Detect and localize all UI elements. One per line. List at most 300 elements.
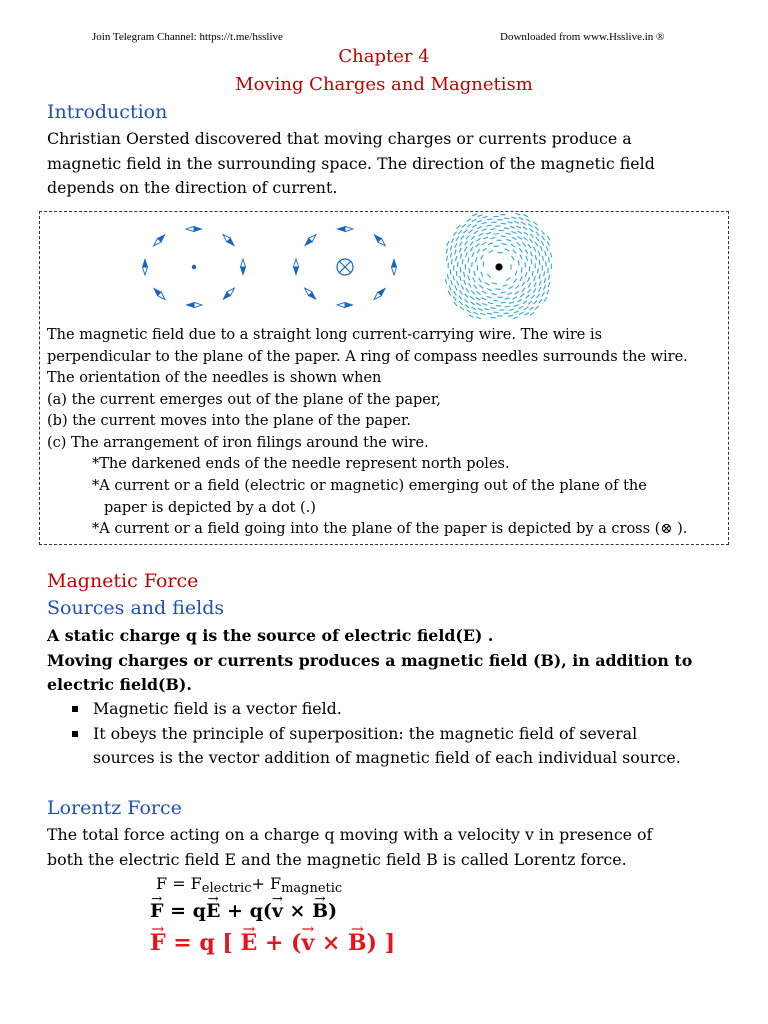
iron-filing [509,302,514,304]
iron-filing [460,306,464,309]
note-dot-line2: paper is depicted by a dot (.) [104,500,316,516]
compass-needle-north [142,259,147,267]
iron-filing [448,291,450,296]
iron-filing [533,222,537,225]
caption-line: (b) the current moves into the plane of the paper. [47,413,411,430]
iron-filing [534,282,536,287]
iron-filing [474,285,477,289]
intro-line: magnetic field in the surrounding space. The direction of the magnetic field [47,153,655,173]
iron-filing [547,236,550,240]
iron-filing [449,285,451,290]
iron-filing [524,313,528,316]
iron-filing [447,256,448,261]
iron-filing [487,289,492,291]
iron-filing [473,278,475,283]
iron-filing [519,306,524,308]
iron-filing [455,250,457,255]
iron-filing [538,287,541,292]
iron-filing [514,304,519,306]
iron-filing [490,308,495,309]
iron-filing [542,236,545,240]
iron-filing [506,233,511,234]
iron-filing [529,229,533,232]
iron-filing [457,225,461,229]
iron-filing [526,256,528,261]
iron-filing [461,285,464,290]
iron-filing [476,243,480,247]
iron-filing [486,225,491,226]
iron-filing [539,260,540,265]
compass-needle-north [345,302,353,307]
iron-filing [482,216,487,217]
iron-filing [490,238,495,239]
iron-filing [526,295,530,299]
iron-filing [465,294,468,298]
iron-filing [528,289,531,293]
iron-filing [524,307,528,310]
iron-filing [482,242,486,245]
iron-filing [537,294,540,298]
iron-filing [542,256,543,261]
iron-filing [512,256,515,260]
iron-filing [539,299,542,303]
iron-filing [532,271,533,276]
iron-filing [483,262,484,267]
iron-filing [460,254,461,259]
iron-filing [528,283,531,287]
iron-filing [489,250,494,252]
iron-filing [519,248,522,252]
iron-filing [471,307,475,310]
iron-filing [479,233,484,236]
iron-filing [476,238,480,241]
eq1-lhs: F = F [156,874,202,893]
iron-filing [538,268,539,273]
iron-filing [534,300,538,304]
iron-filing [479,278,482,282]
iron-filing [477,215,482,217]
iron-filing [528,301,532,304]
iron-filing [511,244,515,247]
current-out-dot [192,265,196,269]
header-source: Downloaded from www.Hsslive.in ® [500,31,665,43]
iron-filing [545,251,546,256]
lorentz-line: The total force acting on a charge q moving with a velocity v in presence of [47,825,653,844]
header-telegram: Join Telegram Channel: https://t.me/hsslive [92,31,283,43]
iron-filing [463,230,467,234]
iron-filing [523,214,528,216]
iron-filing [518,236,522,239]
caption-line: The orientation of the needles is shown when [47,370,382,387]
iron-filing [515,291,519,294]
iron-filing [524,237,528,241]
iron-filing [487,296,492,298]
iron-filing [518,260,519,265]
iron-filing [519,217,524,219]
iron-filing [501,302,506,303]
iron-filing [544,285,546,290]
iron-filing [483,248,487,251]
caption-line: (c) The arrangement of iron filings around the wire. [47,434,429,451]
iron-filing [487,219,492,220]
iron-filing [462,259,463,264]
iron-filing [513,317,518,319]
iron-filing [521,222,526,225]
iron-filing [523,301,527,304]
iron-filing [479,285,483,289]
iron-filing [542,292,545,296]
iron-filing [477,226,482,228]
note-north-poles: *The darkened ends of the needle represent north poles. [92,456,510,472]
iron-filing [451,280,453,285]
sources-fields-heading: Sources and fields [47,597,225,619]
compass-needle-north [186,302,194,307]
iron-filing [520,294,524,297]
iron-filing [452,259,453,264]
compass-needle-south [345,226,353,231]
iron-filing [464,299,468,303]
iron-filing [456,256,457,261]
iron-filing [467,310,471,313]
iron-filing [530,312,534,315]
iron-filing [512,237,517,239]
iron-filing [482,229,487,231]
iron-filing [507,293,512,295]
iron-filing [446,249,448,254]
iron-filing [468,275,470,280]
compass-figure [40,212,728,332]
iron-filing [544,271,545,276]
iron-filing [445,279,446,284]
note-dot-line1: *A current or a field (electric or magnetic) emerging out of the plane of the [92,478,647,494]
bold-line: electric field(B). [47,675,192,694]
intro-line: Christian Oersted discovered that moving charges or currents produce a [47,129,632,148]
iron-filing [529,307,533,310]
iron-filing [533,247,535,252]
iron-filing [548,282,550,287]
iron-filing [535,242,538,246]
compass-needle-south [142,267,147,275]
iron-filing [465,241,468,245]
iron-filing [522,282,525,286]
iron-filing [509,286,514,289]
compass-needle-north [391,259,396,267]
iron-filing [540,246,542,251]
iron-filing [456,271,457,276]
iron-filing [470,296,474,299]
iron-filing [477,291,481,294]
iron-filing [458,230,461,234]
iron-filing [519,312,524,314]
iron-filing [465,252,467,257]
iron-filing [451,239,454,244]
iron-filing [513,250,517,254]
iron-filing [530,239,533,243]
iron-filing [525,272,526,277]
lorentz-heading: Lorentz Force [47,797,182,819]
iron-filing [490,229,495,230]
iron-filing [518,299,522,302]
iron-filing [530,234,534,238]
iron-filing [464,247,466,252]
iron-filing [481,255,484,259]
iron-filing [466,219,470,222]
iron-filing [460,276,461,281]
iron-filing [531,295,534,299]
iron-filing [522,288,526,292]
iron-filing [521,267,522,272]
iron-filing [464,280,466,285]
magnetic-field-bullets [72,697,702,771]
iron-filing [525,249,528,254]
eq1-plus: + F [251,874,282,893]
lorentz-line: both the electric field E and the magnetic field B is called Lorentz force. [47,849,627,869]
iron-filing [457,281,459,286]
eq1-sub-electric: electric [201,881,252,896]
iron-filing [485,282,489,285]
iron-filing [505,306,510,307]
iron-filing [523,227,527,230]
iron-filing [487,274,491,278]
iron-filing [455,243,457,248]
iron-filing [464,272,465,277]
iron-filing [514,279,517,283]
caption-line: perpendicular to the plane of the paper. A ring of compass needles surrounds the wire. [47,348,688,365]
iron-filing [536,237,539,241]
iron-filing [514,311,519,313]
iron-filing [486,232,491,234]
introduction-paragraph [47,127,727,201]
caption-line: (a) the current emerges out of the plane of the paper, [47,391,441,408]
iron-filing [493,301,498,302]
compass-needle-south [186,226,194,231]
iron-filing [511,231,516,233]
iron-filing [544,278,545,283]
caption-line: The magnetic field due to a straight long current-carrying wire. The wire is [47,327,603,343]
iron-filing [502,244,507,245]
iron-filing [482,222,487,224]
iron-filing [539,274,540,279]
iron-filing [531,252,533,257]
iron-filing [450,270,451,275]
compass-needle-south [194,302,202,307]
iron-filing [506,239,511,241]
iron-filing [524,232,528,235]
iron-filing [501,223,506,224]
iron-filing [480,313,485,315]
iron-filing [483,237,488,239]
iron-filing [450,246,452,251]
chapter-title: Moving Charges and Magnetism [235,74,533,95]
iron-filing [535,306,539,310]
iron-filing [515,285,519,288]
iron-filing [541,231,544,235]
iron-filing [516,226,521,228]
iron-filing [476,317,481,319]
iron-filing [470,302,474,305]
iron-filing [476,303,481,305]
iron-filing [447,274,448,279]
iron-filing [504,228,509,229]
iron-filing [450,252,451,257]
iron-filing [473,312,478,314]
iron-filing [511,217,516,218]
iron-filing [517,242,521,245]
iron-filing [466,288,469,292]
iron-filing [508,315,513,316]
iron-filing [505,249,510,251]
iron-filing [546,246,548,251]
compass-needle-south [391,267,396,275]
iron-filing [531,259,532,264]
iron-filing [482,291,486,294]
iron-filing [462,224,466,227]
iron-filing [549,275,550,280]
iron-filing [475,257,477,262]
iron-filing [468,283,471,287]
iron-filing [477,249,480,253]
introduction-heading: Introduction [47,101,168,123]
iron-filing [471,291,475,295]
iron-filing [481,298,486,300]
iron-filing [487,313,492,314]
iron-filing [472,252,474,257]
iron-filing [477,220,482,222]
iron-filing [526,219,530,222]
iron-filing [468,257,469,262]
iron-filing [488,303,493,304]
iron-filing [528,277,530,282]
iron-filing [506,277,510,280]
iron-filing [476,297,480,300]
iron-filing [515,213,520,215]
iron-filing [469,315,474,318]
iron-filing [478,308,483,310]
iron-filing [518,231,522,234]
lorentz-paragraph [47,823,727,872]
iron-filing [453,232,456,236]
iron-filing [522,243,525,247]
iron-filing [547,241,549,246]
iron-filing [520,276,522,281]
iron-filing [533,288,536,292]
iron-filing [535,255,536,260]
iron-filing [507,222,512,223]
iron-filing [492,283,497,284]
iron-filing [528,244,531,248]
iron-filing [472,225,476,228]
iron-filing [501,236,506,237]
iron-filing [481,272,483,277]
chapter-number: Chapter 4 [338,46,430,67]
iron-filing [551,252,552,257]
iron-filing [474,231,478,234]
sources-bold-text [47,624,727,698]
iron-filing [494,246,499,247]
iron-filing [484,309,489,310]
iron-filing [528,224,532,227]
iron-filing [472,214,477,216]
iron-filing [459,248,461,253]
figure-box [39,211,729,545]
compass-needle-north [293,267,298,275]
iron-filing [520,254,522,259]
iron-filing [472,219,477,221]
iron-filing [536,232,539,236]
iron-filing [461,236,464,240]
iron-filing [535,227,539,231]
iron-filing [471,236,475,239]
iron-filing [453,296,456,300]
iron-filing [474,271,475,276]
iron-filing [509,309,514,310]
iron-filing [482,303,487,305]
iron-filing [502,285,507,287]
iron-filing [539,281,541,286]
compass-needle-south [293,259,298,267]
compass-needle-south [240,259,245,267]
iron-filing [501,292,506,293]
iron-filing [468,230,472,233]
iron-filing [504,218,509,219]
iron-filing [447,241,449,246]
iron-filing [491,294,496,295]
iron-filing [544,297,547,301]
iron-filing [547,290,549,295]
iron-filing [534,276,536,281]
compass-needle-south [337,302,345,307]
compass-needle-north [194,226,202,231]
iron-filing [514,221,519,223]
iron-filing [459,296,462,300]
iron-filing [512,297,517,299]
iron-filing [469,268,470,273]
bold-line: Moving charges or currents produces a magnetic field (B), in addition to [47,650,693,670]
iron-filing [454,291,457,295]
iron-filing [459,242,462,246]
iron-filing [470,247,473,251]
iron-filing [538,251,540,256]
equation-lorentz-vector: → F = q→ E + q(→ v × → B) [150,900,337,922]
bullet-item: It obeys the principle of superposition: the magnetic field of several sources is the vector addition of magnetic field of each individual source. [72,722,702,771]
iron-filing [465,305,469,308]
iron-filing [456,237,459,241]
iron-filing [515,271,517,276]
iron-filing [548,257,549,262]
iron-filing [510,226,515,228]
bold-line: A static charge q is the source of electric field(E) . [47,626,494,645]
iron-filing [470,242,473,246]
iron-filing [454,302,457,306]
iron-filing [459,301,463,305]
eq1-sub-magnetic: magnetic [281,881,343,896]
compass-needle-north [337,226,345,231]
iron-filing [490,317,495,318]
wire-dot [495,263,502,270]
iron-filing [492,222,497,223]
iron-filing [459,290,462,294]
iron-filing [505,298,510,299]
magnetic-force-heading: Magnetic Force [47,570,199,592]
iron-filing [503,313,508,314]
bullet-item: Magnetic field is a vector field. [72,697,702,722]
iron-filing [467,224,471,227]
iron-filing [541,241,543,246]
iron-filing [455,286,457,291]
iron-filing [488,243,493,245]
iron-filing [453,275,454,280]
intro-line: depends on the direction of current. [47,178,338,197]
